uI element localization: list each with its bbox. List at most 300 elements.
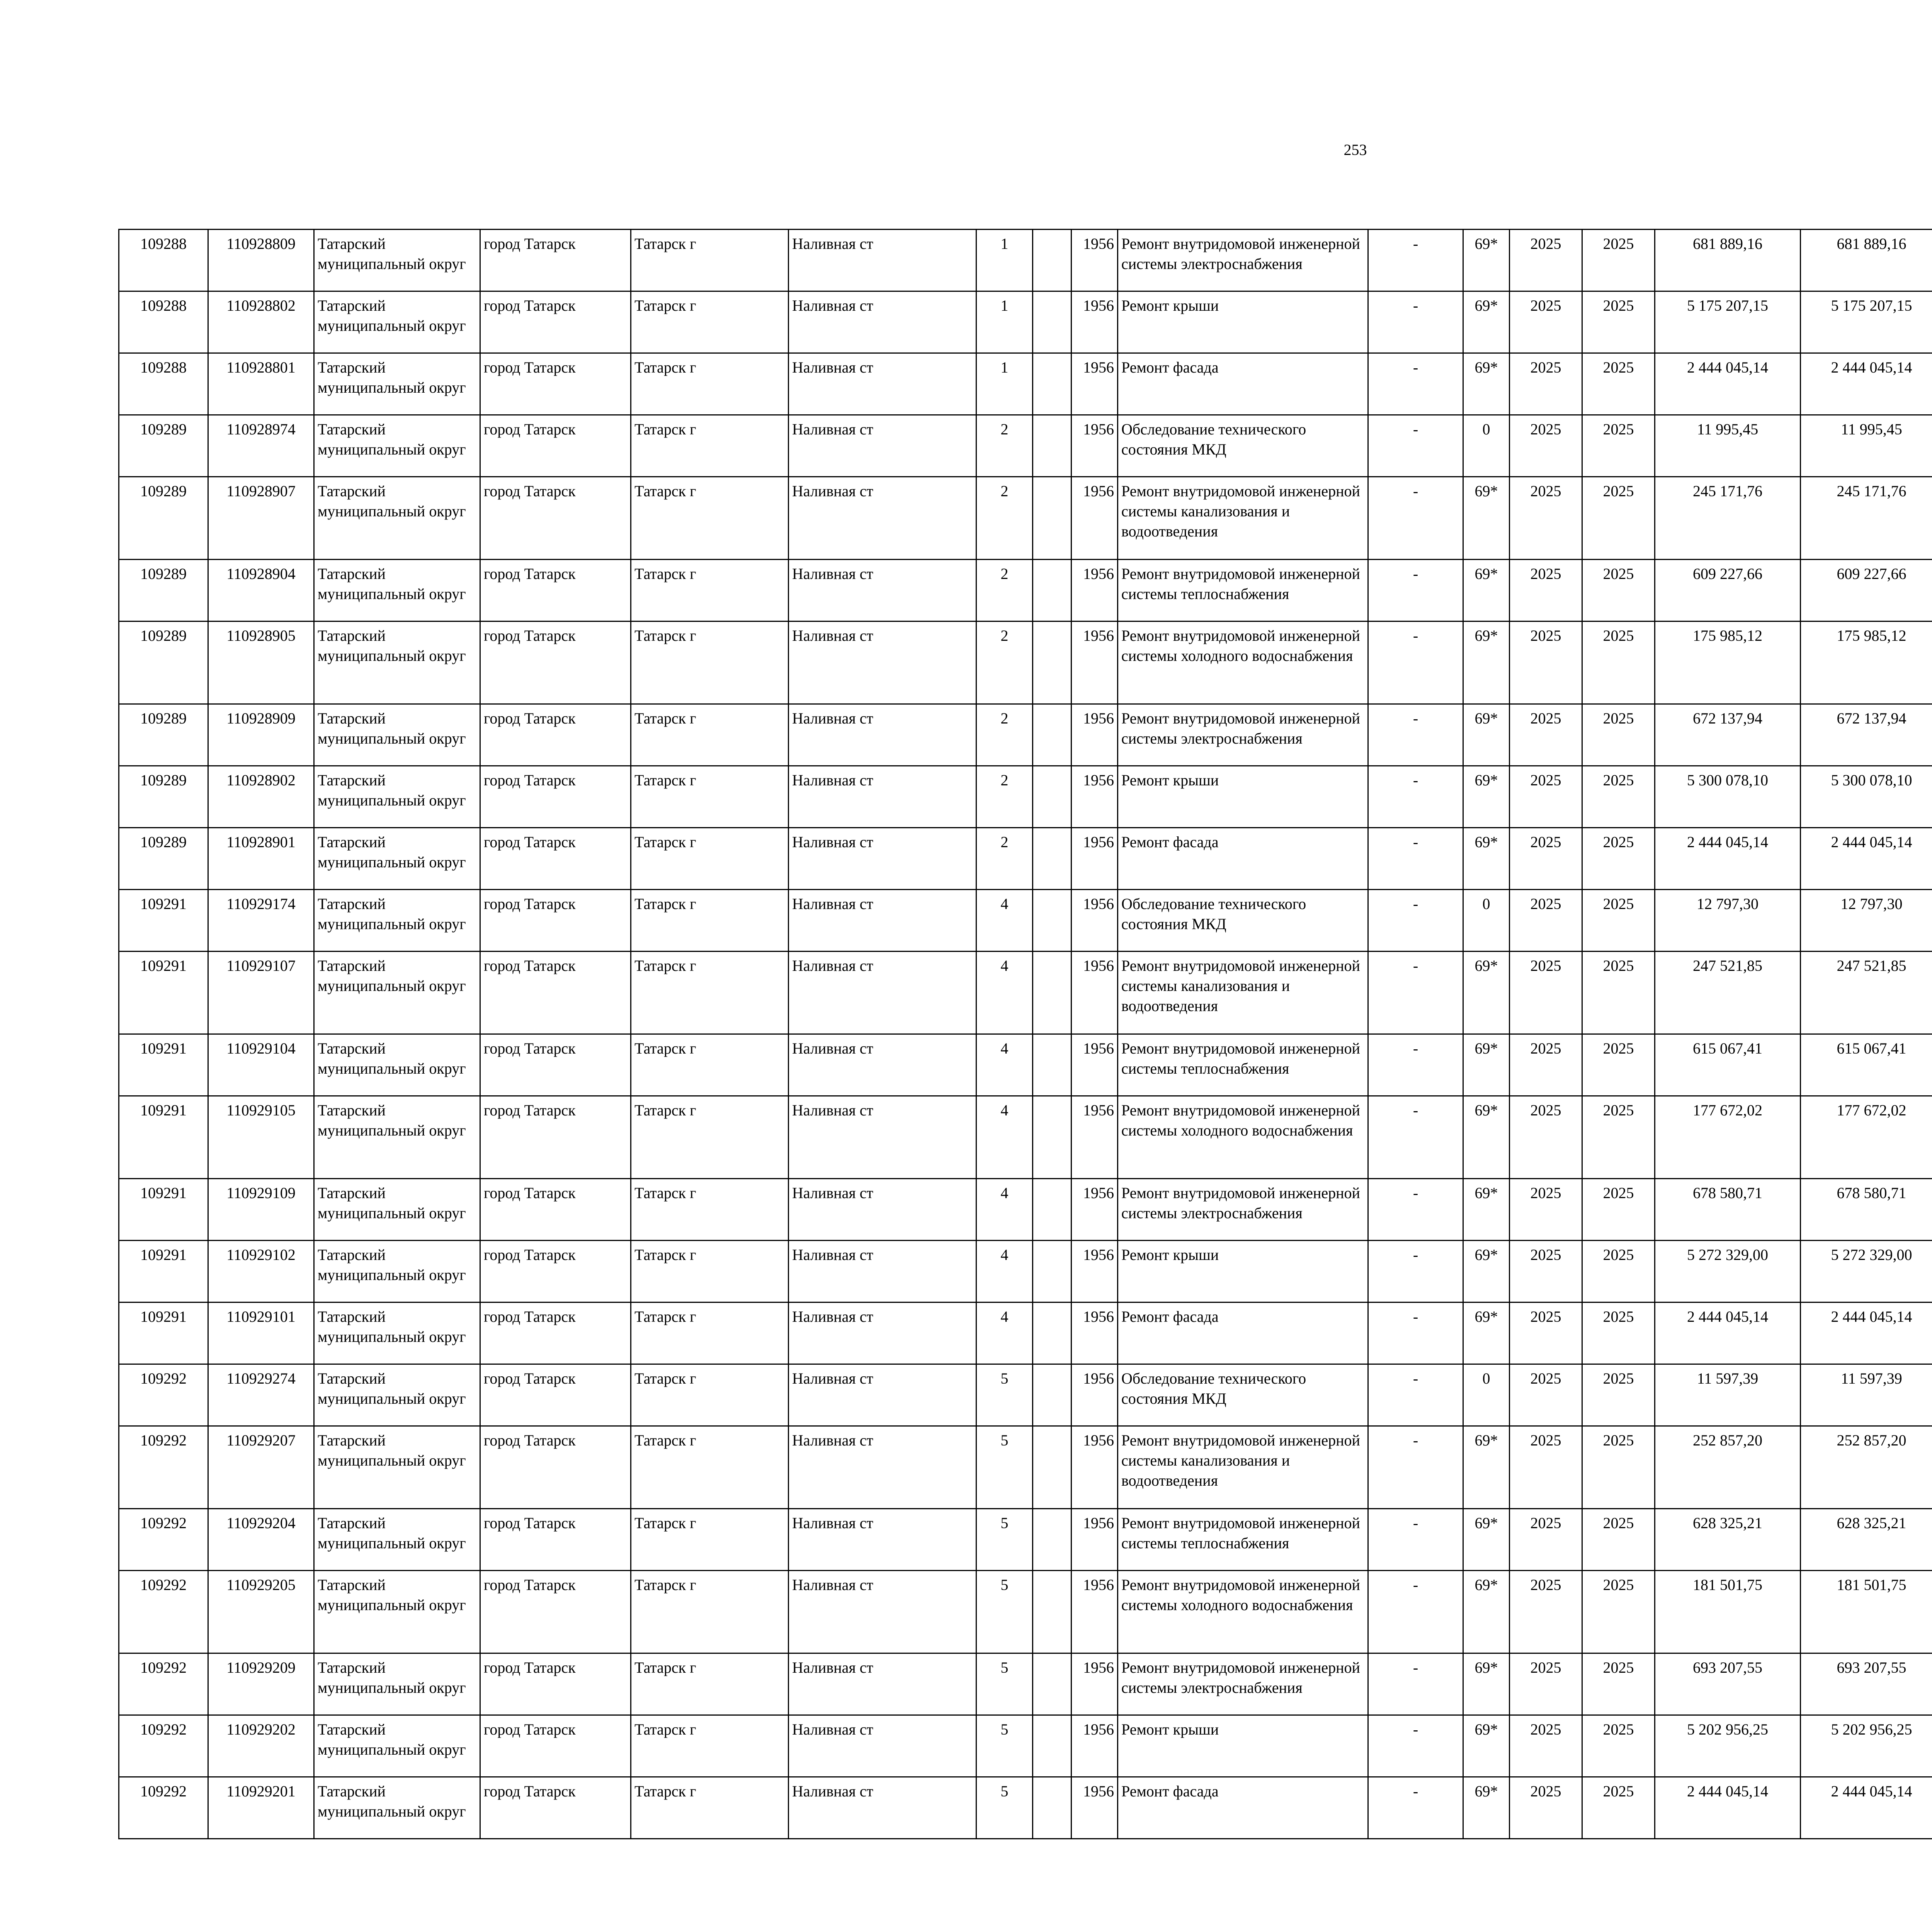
cell-year-built: 1956 — [1071, 415, 1118, 477]
cell-locality: Татарск г — [631, 1509, 789, 1571]
cell-total-cost: 181 501,75 — [1655, 1571, 1801, 1653]
cell-fund-cost: 609 227,66 — [1801, 560, 1932, 621]
cell-wear: 69* — [1463, 477, 1510, 560]
cell-year-end: 2025 — [1582, 890, 1655, 952]
cell-year-built: 1956 — [1071, 890, 1118, 952]
cell-fund-cost: 2 444 045,14 — [1801, 1777, 1932, 1839]
cell-letter — [1033, 230, 1071, 291]
cell-street: Наливная ст — [789, 1426, 976, 1509]
cell-house-id: 109289 — [119, 766, 208, 828]
cell-year-built: 1956 — [1071, 230, 1118, 291]
cell-work-id: 110928909 — [208, 704, 314, 766]
cell-settlement: город Татарск — [480, 1715, 631, 1777]
cell-year-start: 2025 — [1510, 1571, 1582, 1653]
cell-house-id: 109288 — [119, 353, 208, 415]
cell-work-type: Ремонт фасада — [1118, 1777, 1368, 1839]
cell-work-type: Ремонт внутридомовой инженерной системы канализования и водоотведения — [1118, 1426, 1368, 1509]
cell-wear: 69* — [1463, 766, 1510, 828]
cell-letter — [1033, 828, 1071, 890]
cell-total-cost: 2 444 045,14 — [1655, 828, 1801, 890]
cell-municipality: Татарский муниципальный округ — [314, 1509, 480, 1571]
cell-year-start: 2025 — [1510, 353, 1582, 415]
cell-municipality: Татарский муниципальный округ — [314, 1179, 480, 1241]
cell-settlement: город Татарск — [480, 766, 631, 828]
cell-total-cost: 247 521,85 — [1655, 952, 1801, 1034]
cell-wear: 69* — [1463, 560, 1510, 621]
table-row — [119, 952, 1932, 1034]
cell-year-start: 2025 — [1510, 766, 1582, 828]
cell-settlement: город Татарск — [480, 1241, 631, 1302]
cell-year-end: 2025 — [1582, 1302, 1655, 1364]
cell-total-cost: 245 171,76 — [1655, 477, 1801, 560]
table-row — [119, 1653, 1932, 1715]
cell-locality: Татарск г — [631, 1096, 789, 1179]
cell-work-id: 110929174 — [208, 890, 314, 952]
cell-locality: Татарск г — [631, 353, 789, 415]
cell-work-id: 110929207 — [208, 1426, 314, 1509]
cell-wear: 69* — [1463, 1509, 1510, 1571]
cell-year-end: 2025 — [1582, 291, 1655, 353]
table-row — [119, 1241, 1932, 1302]
cell-municipality: Татарский муниципальный округ — [314, 291, 480, 353]
cell-settlement: город Татарск — [480, 621, 631, 704]
table-row — [119, 477, 1932, 560]
cell-work-type: Ремонт внутридомовой инженерной системы электроснабжения — [1118, 1653, 1368, 1715]
cell-work-id: 110929109 — [208, 1179, 314, 1241]
cell-total-cost: 609 227,66 — [1655, 560, 1801, 621]
cell-street: Наливная ст — [789, 766, 976, 828]
table-row — [119, 415, 1932, 477]
cell-work-id: 110929201 — [208, 1777, 314, 1839]
cell-work-id: 110928905 — [208, 621, 314, 704]
cell-fund-cost: 2 444 045,14 — [1801, 828, 1932, 890]
cell-settlement: город Татарск — [480, 952, 631, 1034]
cell-total-cost: 175 985,12 — [1655, 621, 1801, 704]
capital-repair-table — [118, 229, 1932, 1839]
cell-locality: Татарск г — [631, 952, 789, 1034]
cell-house-number: 4 — [976, 1179, 1033, 1241]
page-number: 253 — [1344, 141, 1367, 158]
cell-year-end: 2025 — [1582, 952, 1655, 1034]
cell-year-start: 2025 — [1510, 291, 1582, 353]
cell-house-id: 109288 — [119, 230, 208, 291]
cell-work-id: 110929209 — [208, 1653, 314, 1715]
cell-work-id: 110929104 — [208, 1034, 314, 1096]
cell-fund-cost: 672 137,94 — [1801, 704, 1932, 766]
cell-locality: Татарск г — [631, 1179, 789, 1241]
cell-year-end: 2025 — [1582, 477, 1655, 560]
cell-year-start: 2025 — [1510, 1777, 1582, 1839]
cell-house-id: 109288 — [119, 291, 208, 353]
cell-street: Наливная ст — [789, 828, 976, 890]
table-row — [119, 1179, 1932, 1241]
cell-house-number: 1 — [976, 230, 1033, 291]
cell-letter — [1033, 952, 1071, 1034]
cell-wear: 0 — [1463, 890, 1510, 952]
cell-settlement: город Татарск — [480, 560, 631, 621]
cell-settlement: город Татарск — [480, 1777, 631, 1839]
cell-dash: - — [1368, 1715, 1463, 1777]
cell-dash: - — [1368, 704, 1463, 766]
cell-year-start: 2025 — [1510, 621, 1582, 704]
cell-year-built: 1956 — [1071, 1096, 1118, 1179]
cell-year-built: 1956 — [1071, 1509, 1118, 1571]
cell-year-built: 1956 — [1071, 477, 1118, 560]
cell-locality: Татарск г — [631, 291, 789, 353]
cell-total-cost: 5 300 078,10 — [1655, 766, 1801, 828]
cell-work-type: Ремонт фасада — [1118, 1302, 1368, 1364]
cell-wear: 0 — [1463, 1364, 1510, 1426]
cell-year-start: 2025 — [1510, 890, 1582, 952]
cell-locality: Татарск г — [631, 1364, 789, 1426]
cell-year-end: 2025 — [1582, 621, 1655, 704]
cell-year-built: 1956 — [1071, 560, 1118, 621]
cell-letter — [1033, 1302, 1071, 1364]
cell-work-type: Ремонт внутридомовой инженерной системы холодного водоснабжения — [1118, 1571, 1368, 1653]
cell-year-end: 2025 — [1582, 1364, 1655, 1426]
cell-settlement: город Татарск — [480, 704, 631, 766]
cell-municipality: Татарский муниципальный округ — [314, 230, 480, 291]
cell-total-cost: 678 580,71 — [1655, 1179, 1801, 1241]
cell-wear: 69* — [1463, 1302, 1510, 1364]
cell-house-number: 4 — [976, 952, 1033, 1034]
cell-settlement: город Татарск — [480, 1571, 631, 1653]
cell-total-cost: 12 797,30 — [1655, 890, 1801, 952]
cell-municipality: Татарский муниципальный округ — [314, 621, 480, 704]
cell-municipality: Татарский муниципальный округ — [314, 1571, 480, 1653]
cell-year-end: 2025 — [1582, 415, 1655, 477]
cell-letter — [1033, 477, 1071, 560]
cell-work-type: Ремонт внутридомовой инженерной системы канализования и водоотведения — [1118, 477, 1368, 560]
cell-work-id: 110928902 — [208, 766, 314, 828]
cell-locality: Татарск г — [631, 890, 789, 952]
cell-dash: - — [1368, 890, 1463, 952]
cell-municipality: Татарский муниципальный округ — [314, 560, 480, 621]
cell-house-id: 109289 — [119, 477, 208, 560]
cell-year-start: 2025 — [1510, 1179, 1582, 1241]
cell-wear: 69* — [1463, 230, 1510, 291]
cell-municipality: Татарский муниципальный округ — [314, 1096, 480, 1179]
cell-street: Наливная ст — [789, 291, 976, 353]
cell-settlement: город Татарск — [480, 890, 631, 952]
cell-year-built: 1956 — [1071, 1241, 1118, 1302]
cell-wear: 69* — [1463, 1426, 1510, 1509]
cell-year-end: 2025 — [1582, 704, 1655, 766]
cell-year-start: 2025 — [1510, 1034, 1582, 1096]
cell-dash: - — [1368, 1241, 1463, 1302]
cell-locality: Татарск г — [631, 415, 789, 477]
cell-total-cost: 177 672,02 — [1655, 1096, 1801, 1179]
cell-street: Наливная ст — [789, 1509, 976, 1571]
cell-year-end: 2025 — [1582, 1509, 1655, 1571]
table-row — [119, 291, 1932, 353]
cell-dash: - — [1368, 1034, 1463, 1096]
cell-street: Наливная ст — [789, 353, 976, 415]
cell-settlement: город Татарск — [480, 353, 631, 415]
cell-fund-cost: 175 985,12 — [1801, 621, 1932, 704]
cell-house-id: 109291 — [119, 1302, 208, 1364]
cell-year-built: 1956 — [1071, 952, 1118, 1034]
cell-house-id: 109292 — [119, 1715, 208, 1777]
cell-dash: - — [1368, 1426, 1463, 1509]
cell-total-cost: 5 202 956,25 — [1655, 1715, 1801, 1777]
table-row — [119, 1509, 1932, 1571]
cell-municipality: Татарский муниципальный округ — [314, 766, 480, 828]
cell-house-number: 1 — [976, 291, 1033, 353]
cell-wear: 69* — [1463, 353, 1510, 415]
cell-house-id: 109289 — [119, 704, 208, 766]
cell-year-built: 1956 — [1071, 1715, 1118, 1777]
cell-work-id: 110928907 — [208, 477, 314, 560]
cell-settlement: город Татарск — [480, 1302, 631, 1364]
cell-wear: 69* — [1463, 1096, 1510, 1179]
cell-letter — [1033, 1096, 1071, 1179]
cell-house-number: 5 — [976, 1777, 1033, 1839]
cell-work-id: 110928901 — [208, 828, 314, 890]
cell-fund-cost: 177 672,02 — [1801, 1096, 1932, 1179]
cell-year-start: 2025 — [1510, 477, 1582, 560]
cell-dash: - — [1368, 1096, 1463, 1179]
cell-locality: Татарск г — [631, 560, 789, 621]
cell-letter — [1033, 1509, 1071, 1571]
cell-year-start: 2025 — [1510, 1302, 1582, 1364]
cell-year-built: 1956 — [1071, 353, 1118, 415]
cell-house-number: 2 — [976, 560, 1033, 621]
cell-work-id: 110929101 — [208, 1302, 314, 1364]
cell-settlement: город Татарск — [480, 415, 631, 477]
cell-house-number: 2 — [976, 704, 1033, 766]
cell-dash: - — [1368, 230, 1463, 291]
cell-year-end: 2025 — [1582, 1241, 1655, 1302]
cell-year-end: 2025 — [1582, 1034, 1655, 1096]
cell-letter — [1033, 1777, 1071, 1839]
cell-year-start: 2025 — [1510, 1426, 1582, 1509]
cell-dash: - — [1368, 415, 1463, 477]
cell-fund-cost: 11 995,45 — [1801, 415, 1932, 477]
cell-settlement: город Татарск — [480, 1426, 631, 1509]
cell-house-id: 109292 — [119, 1426, 208, 1509]
cell-work-id: 110929205 — [208, 1571, 314, 1653]
cell-dash: - — [1368, 828, 1463, 890]
cell-wear: 69* — [1463, 1179, 1510, 1241]
cell-locality: Татарск г — [631, 230, 789, 291]
cell-fund-cost: 245 171,76 — [1801, 477, 1932, 560]
cell-house-id: 109292 — [119, 1509, 208, 1571]
table-row — [119, 766, 1932, 828]
cell-locality: Татарск г — [631, 1302, 789, 1364]
cell-year-built: 1956 — [1071, 1653, 1118, 1715]
cell-street: Наливная ст — [789, 1179, 976, 1241]
cell-dash: - — [1368, 1364, 1463, 1426]
cell-work-id: 110929274 — [208, 1364, 314, 1426]
cell-work-type: Ремонт крыши — [1118, 1715, 1368, 1777]
cell-street: Наливная ст — [789, 890, 976, 952]
cell-locality: Татарск г — [631, 1426, 789, 1509]
cell-wear: 69* — [1463, 1777, 1510, 1839]
cell-house-number: 5 — [976, 1509, 1033, 1571]
cell-year-start: 2025 — [1510, 704, 1582, 766]
cell-letter — [1033, 1364, 1071, 1426]
cell-settlement: город Татарск — [480, 477, 631, 560]
cell-year-built: 1956 — [1071, 621, 1118, 704]
cell-street: Наливная ст — [789, 952, 976, 1034]
table-row — [119, 890, 1932, 952]
cell-settlement: город Татарск — [480, 1034, 631, 1096]
cell-dash: - — [1368, 560, 1463, 621]
cell-total-cost: 2 444 045,14 — [1655, 353, 1801, 415]
cell-letter — [1033, 291, 1071, 353]
cell-wear: 69* — [1463, 704, 1510, 766]
cell-house-number: 2 — [976, 766, 1033, 828]
cell-street: Наливная ст — [789, 1302, 976, 1364]
cell-house-number: 5 — [976, 1364, 1033, 1426]
cell-year-end: 2025 — [1582, 1096, 1655, 1179]
cell-house-number: 5 — [976, 1715, 1033, 1777]
cell-year-built: 1956 — [1071, 828, 1118, 890]
cell-year-start: 2025 — [1510, 1364, 1582, 1426]
cell-fund-cost: 681 889,16 — [1801, 230, 1932, 291]
cell-work-type: Ремонт крыши — [1118, 291, 1368, 353]
cell-street: Наливная ст — [789, 1241, 976, 1302]
cell-house-id: 109289 — [119, 621, 208, 704]
cell-municipality: Татарский муниципальный округ — [314, 890, 480, 952]
cell-total-cost: 252 857,20 — [1655, 1426, 1801, 1509]
cell-municipality: Татарский муниципальный округ — [314, 1426, 480, 1509]
cell-total-cost: 628 325,21 — [1655, 1509, 1801, 1571]
cell-settlement: город Татарск — [480, 1653, 631, 1715]
cell-street: Наливная ст — [789, 1571, 976, 1653]
cell-fund-cost: 12 797,30 — [1801, 890, 1932, 952]
cell-house-number: 4 — [976, 1096, 1033, 1179]
cell-total-cost: 11 995,45 — [1655, 415, 1801, 477]
cell-work-type: Ремонт внутридомовой инженерной системы электроснабжения — [1118, 1179, 1368, 1241]
cell-house-id: 109289 — [119, 828, 208, 890]
cell-house-id: 109291 — [119, 1241, 208, 1302]
cell-year-end: 2025 — [1582, 230, 1655, 291]
cell-year-start: 2025 — [1510, 1241, 1582, 1302]
cell-dash: - — [1368, 766, 1463, 828]
cell-year-built: 1956 — [1071, 704, 1118, 766]
cell-letter — [1033, 766, 1071, 828]
table-row — [119, 621, 1932, 704]
cell-letter — [1033, 353, 1071, 415]
cell-work-type: Ремонт внутридомовой инженерной системы теплоснабжения — [1118, 560, 1368, 621]
cell-settlement: город Татарск — [480, 1364, 631, 1426]
cell-house-number: 2 — [976, 621, 1033, 704]
cell-house-number: 2 — [976, 415, 1033, 477]
cell-municipality: Татарский муниципальный округ — [314, 1777, 480, 1839]
cell-street: Наливная ст — [789, 415, 976, 477]
cell-street: Наливная ст — [789, 1034, 976, 1096]
cell-fund-cost: 615 067,41 — [1801, 1034, 1932, 1096]
cell-fund-cost: 5 175 207,15 — [1801, 291, 1932, 353]
cell-wear: 69* — [1463, 1241, 1510, 1302]
cell-total-cost: 5 272 329,00 — [1655, 1241, 1801, 1302]
cell-letter — [1033, 1241, 1071, 1302]
cell-locality: Татарск г — [631, 828, 789, 890]
cell-dash: - — [1368, 1571, 1463, 1653]
cell-locality: Татарск г — [631, 1653, 789, 1715]
cell-house-id: 109291 — [119, 1179, 208, 1241]
cell-house-id: 109289 — [119, 415, 208, 477]
cell-house-number: 4 — [976, 1241, 1033, 1302]
cell-locality: Татарск г — [631, 1241, 789, 1302]
table-row — [119, 1034, 1932, 1096]
cell-work-id: 110929202 — [208, 1715, 314, 1777]
cell-municipality: Татарский муниципальный округ — [314, 1302, 480, 1364]
cell-house-id: 109291 — [119, 1034, 208, 1096]
cell-municipality: Татарский муниципальный округ — [314, 704, 480, 766]
cell-fund-cost: 628 325,21 — [1801, 1509, 1932, 1571]
cell-work-type: Ремонт крыши — [1118, 766, 1368, 828]
table-row — [119, 1715, 1932, 1777]
cell-fund-cost: 2 444 045,14 — [1801, 353, 1932, 415]
cell-locality: Татарск г — [631, 1715, 789, 1777]
cell-work-id: 110928974 — [208, 415, 314, 477]
cell-work-type: Обследование технического состояния МКД — [1118, 1364, 1368, 1426]
cell-house-number: 1 — [976, 353, 1033, 415]
cell-house-number: 2 — [976, 477, 1033, 560]
cell-municipality: Татарский муниципальный округ — [314, 415, 480, 477]
cell-municipality: Татарский муниципальный округ — [314, 353, 480, 415]
cell-locality: Татарск г — [631, 1777, 789, 1839]
cell-locality: Татарск г — [631, 704, 789, 766]
cell-fund-cost: 247 521,85 — [1801, 952, 1932, 1034]
cell-fund-cost: 5 300 078,10 — [1801, 766, 1932, 828]
cell-year-built: 1956 — [1071, 1179, 1118, 1241]
cell-year-built: 1956 — [1071, 1302, 1118, 1364]
cell-year-start: 2025 — [1510, 230, 1582, 291]
cell-wear: 69* — [1463, 1653, 1510, 1715]
cell-total-cost: 681 889,16 — [1655, 230, 1801, 291]
cell-year-built: 1956 — [1071, 1426, 1118, 1509]
cell-wear: 69* — [1463, 291, 1510, 353]
cell-dash: - — [1368, 1653, 1463, 1715]
cell-fund-cost: 2 444 045,14 — [1801, 1302, 1932, 1364]
cell-letter — [1033, 1571, 1071, 1653]
cell-fund-cost: 693 207,55 — [1801, 1653, 1932, 1715]
table-row — [119, 1302, 1932, 1364]
cell-wear: 69* — [1463, 952, 1510, 1034]
cell-street: Наливная ст — [789, 1364, 976, 1426]
cell-house-id: 109292 — [119, 1777, 208, 1839]
cell-street: Наливная ст — [789, 560, 976, 621]
cell-dash: - — [1368, 1179, 1463, 1241]
table-row — [119, 353, 1932, 415]
cell-house-id: 109289 — [119, 560, 208, 621]
cell-street: Наливная ст — [789, 1777, 976, 1839]
cell-fund-cost: 252 857,20 — [1801, 1426, 1932, 1509]
cell-year-built: 1956 — [1071, 1571, 1118, 1653]
cell-street: Наливная ст — [789, 230, 976, 291]
cell-year-start: 2025 — [1510, 560, 1582, 621]
cell-work-type: Ремонт внутридомовой инженерной системы электроснабжения — [1118, 230, 1368, 291]
cell-year-end: 2025 — [1582, 1426, 1655, 1509]
cell-house-number: 5 — [976, 1426, 1033, 1509]
cell-year-start: 2025 — [1510, 1653, 1582, 1715]
cell-work-id: 110928801 — [208, 353, 314, 415]
cell-settlement: город Татарск — [480, 1179, 631, 1241]
cell-work-type: Ремонт внутридомовой инженерной системы электроснабжения — [1118, 704, 1368, 766]
cell-letter — [1033, 1653, 1071, 1715]
cell-work-type: Ремонт фасада — [1118, 828, 1368, 890]
table-row — [119, 704, 1932, 766]
cell-wear: 69* — [1463, 1034, 1510, 1096]
cell-work-type: Ремонт крыши — [1118, 1241, 1368, 1302]
cell-dash: - — [1368, 1777, 1463, 1839]
cell-wear: 69* — [1463, 1571, 1510, 1653]
cell-work-id: 110929204 — [208, 1509, 314, 1571]
